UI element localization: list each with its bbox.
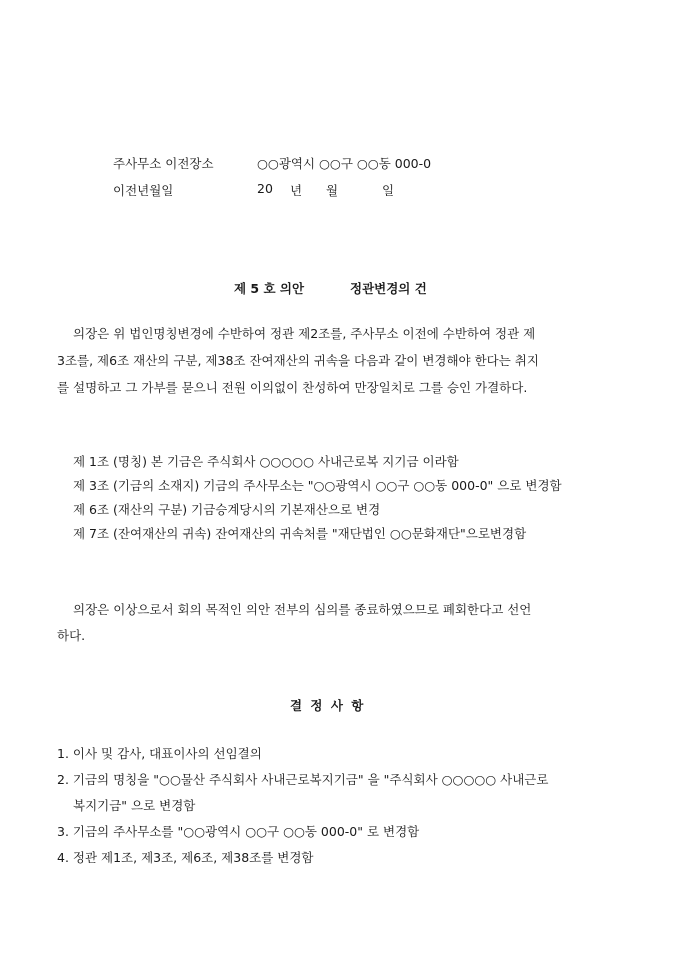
decisions-title: 결 정 사 항 xyxy=(290,698,366,713)
paragraph-line: 의장은 위 법인명칭변경에 수반하여 정관 제2조를, 주사무소 이전에 수반하여 정관 제 xyxy=(73,326,536,341)
paragraph-line: 를 설명하고 그 가부를 묻으니 전원 이의없이 찬성하여 만장일치로 그를 승인 가결하다. xyxy=(57,380,528,395)
article-item: 제 3조 (기금의 소재지) 기금의 주사무소는 "○○광역시 ○○구 ○○동 000-0" 으로 변경함 xyxy=(73,478,562,493)
paragraph-line: 3조를, 제6조 재산의 구분, 제38조 잔여재산의 귀속을 다음과 같이 변경해야 한다는 취지 xyxy=(57,353,539,368)
relocation-place-label: 주사무소 이전장소 xyxy=(113,156,214,171)
relocation-date-label: 이전년월일 xyxy=(113,183,174,198)
decision-item: 1. 이사 및 감사, 대표이사의 선임결의 xyxy=(57,746,262,761)
closing-line: 하다. xyxy=(57,628,86,643)
relocation-date-month-unit: 월 xyxy=(326,183,339,198)
article-item: 제 1조 (명칭) 본 기금은 주식회사 ○○○○○ 사내근로복 지기금 이라함 xyxy=(73,454,459,469)
decision-item: 4. 정관 제1조, 제3조, 제6조, 제38조를 변경함 xyxy=(57,850,314,865)
decision-item-continuation: 복지기금" 으로 변경함 xyxy=(73,798,196,813)
decision-item: 3. 기금의 주사무소를 "○○광역시 ○○구 ○○동 000-0" 로 변경함 xyxy=(57,824,420,839)
relocation-date-day-unit: 일 xyxy=(382,183,395,198)
article-item: 제 7조 (잔여재산의 귀속) 잔여재산의 귀속처를 "재단법인 ○○문화재단"으로변경함 xyxy=(73,526,527,541)
closing-line: 의장은 이상으로서 회의 목적인 의안 전부의 심의를 종료하였으므로 폐회한다고 선언 xyxy=(73,602,532,617)
agenda5-title-subject: 정관변경의 건 xyxy=(350,281,427,296)
relocation-place-value: ○○광역시 ○○구 ○○동 000-0 xyxy=(257,156,432,171)
article-item: 제 6조 (재산의 구분) 기금승계당시의 기본재산으로 변경 xyxy=(73,502,381,517)
agenda5-title-number: 제 5 호 의안 xyxy=(234,281,305,296)
relocation-date-year: 20 xyxy=(257,181,273,196)
decision-item: 2. 기금의 명칭을 "○○물산 주식회사 사내근로복지기금" 을 "주식회사 ○○○○○ 사내근로 xyxy=(57,772,549,787)
relocation-date-year-unit: 년 xyxy=(290,183,303,198)
